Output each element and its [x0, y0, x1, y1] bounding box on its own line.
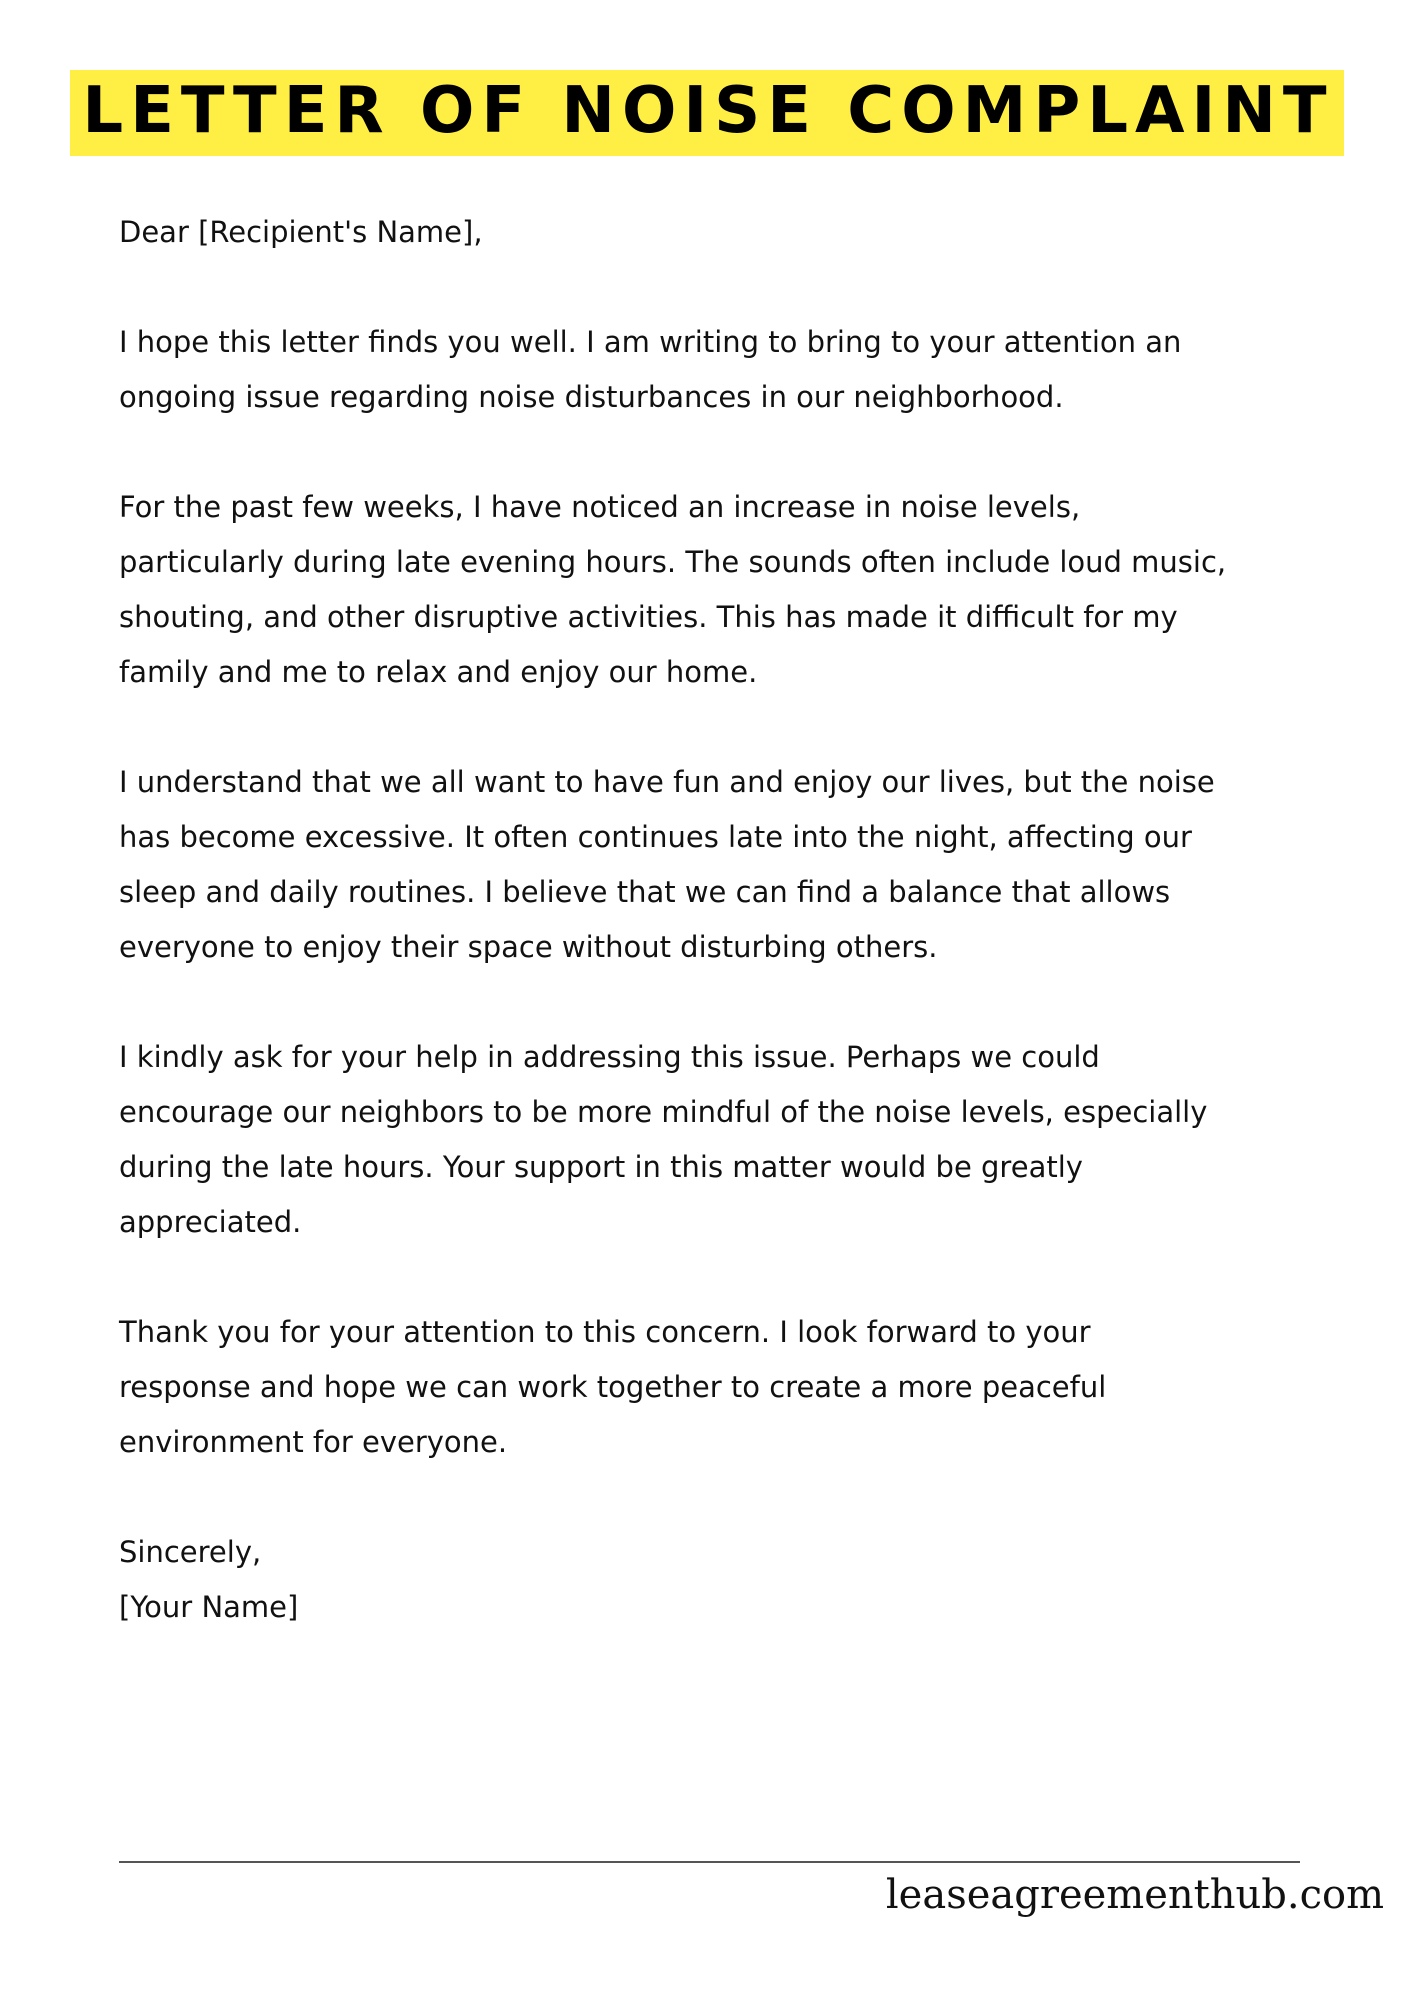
- title-container: [0, 70, 1414, 156]
- salutation: Dear [Recipient's Name],: [119, 215, 483, 249]
- letter-body: [119, 205, 1319, 1635]
- closing: Sincerely,: [119, 1535, 262, 1569]
- signature: [Your Name]: [119, 1590, 299, 1624]
- footer-website: leaseagreementhub.com: [885, 1872, 1384, 1918]
- paragraph-5: Thank you for your attention to this concern. I look forward to your response and hope we can work together to create a more peaceful environment for everyone.: [119, 1315, 1107, 1459]
- paragraph-4: I kindly ask for your help in addressing this issue. Perhaps we could encourage our neighbors to be more mindful of the noise levels, especially during the late hours. Your support in this matter would be greatly appreciated.: [119, 1040, 1208, 1239]
- paragraph-2: For the past few weeks, I have noticed an increase in noise levels, particularly during late evening hours. The sounds often include loud music, shouting, and other disruptive activities. This has made it difficult for my family and me to relax and enjoy our home.: [119, 490, 1227, 689]
- document-title: LETTER OF NOISE COMPLAINT: [70, 70, 1343, 156]
- paragraph-1: I hope this letter finds you well. I am writing to bring to your attention an ongoing issue regarding noise disturbances in our neighborhood.: [119, 325, 1182, 414]
- paragraph-3: I understand that we all want to have fun and enjoy our lives, but the noise has become excessive. It often continues late into the night, affecting our sleep and daily routines. I believe that we can find a balance that allows everyone to enjoy their space without disturbing others.: [119, 765, 1215, 964]
- footer-divider: [119, 1861, 1300, 1863]
